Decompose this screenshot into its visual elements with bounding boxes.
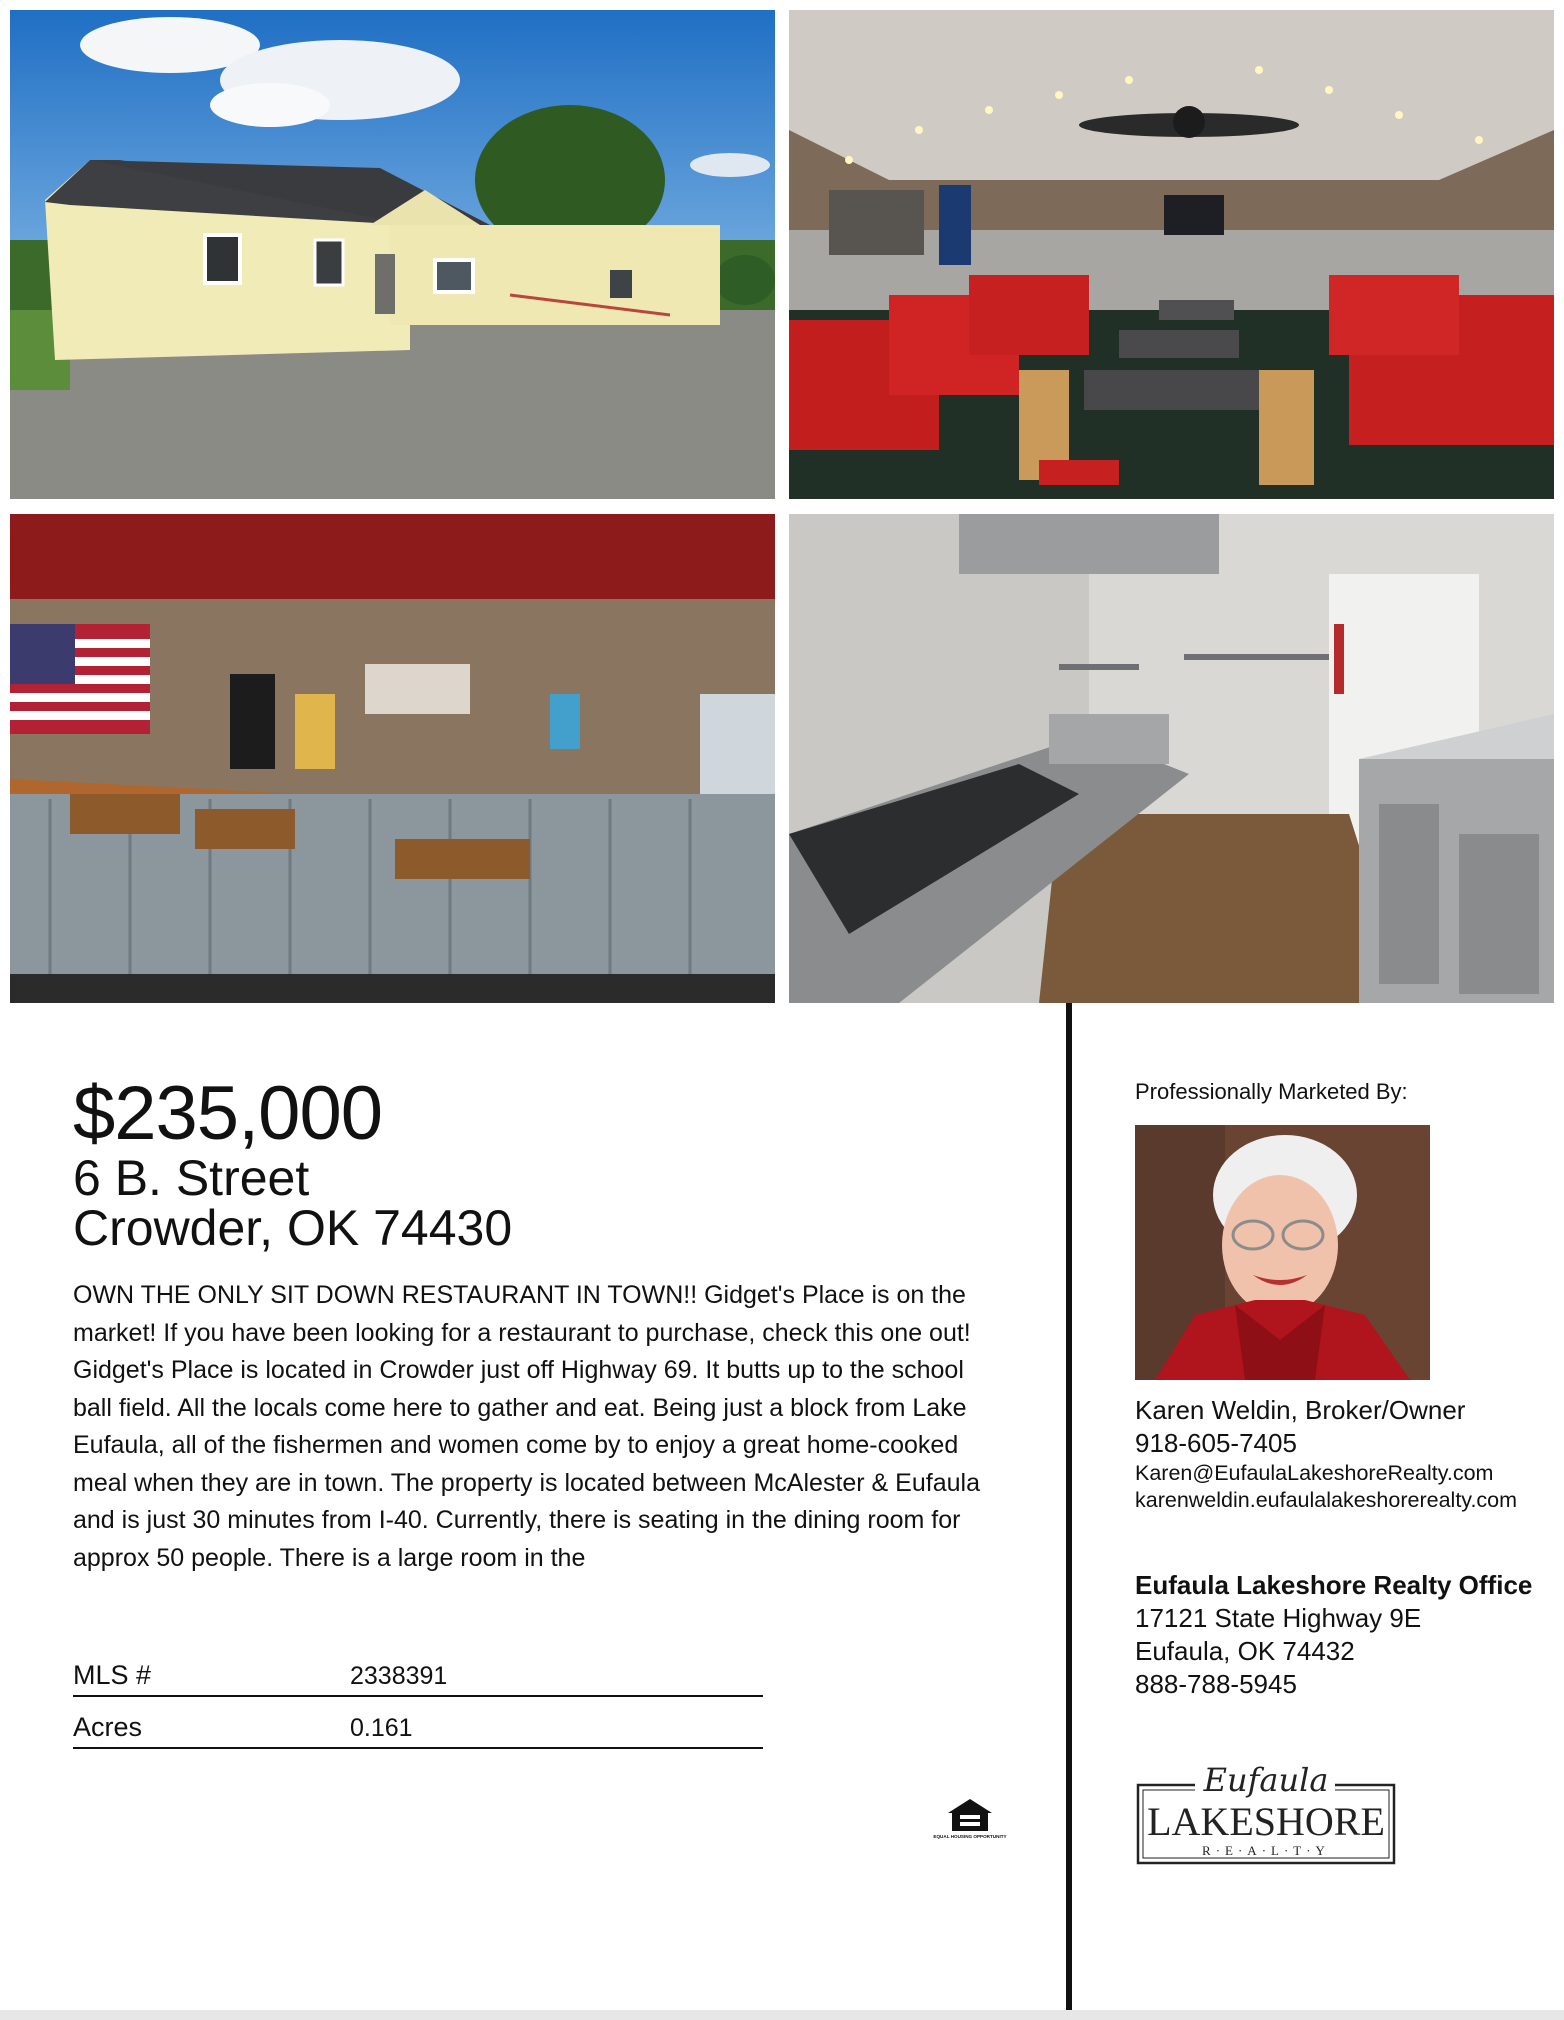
dining-room-photo (789, 10, 1554, 499)
office-contact (1135, 1569, 1535, 1701)
counter-bar-photo (10, 514, 775, 1003)
column-divider (1066, 1003, 1072, 2010)
agent-email[interactable]: Karen@EufaulaLakeshoreRealty.com (1135, 1461, 1494, 1485)
office-phone[interactable]: 888-788-5945 (1135, 1669, 1297, 1699)
listing-description: OWN THE ONLY SIT DOWN RESTAURANT IN TOWN!! Gidget's Place is on the market! If you have been looking for a restaurant to purchase, check this one out! Gidget's Place is located in Crowder just off Highway 69. It butts up to the school ball field. All the locals come here to gather and eat. Being just a block from Lake Eufaula, all of the fishermen and women come by to enjoy a great home-cooked meal when they are in town. The property is located between McAlester & Eufaula and is just 30 minutes from I-40. Currently, there is seating in the dining room for approx 50 people. There is a large room in the (73, 1281, 980, 1572)
office-city: Eufaula, OK 74432 (1135, 1636, 1355, 1666)
agent-headshot (1135, 1125, 1430, 1380)
office-name: Eufaula Lakeshore Realty Office (1135, 1570, 1533, 1600)
eufaula-lakeshore-realty-logo (1135, 1755, 1397, 1867)
fact-value: 0.161 (350, 1714, 413, 1742)
equal-housing-opportunity-icon (933, 1797, 1007, 1845)
office-street: 17121 State Highway 9E (1135, 1603, 1422, 1633)
marketed-by-label: Professionally Marketed By: (1135, 1079, 1408, 1104)
logo-main-text: LAKESHORE (1147, 1799, 1385, 1844)
fact-value: 2338391 (350, 1662, 448, 1690)
fact-row-acres (73, 1697, 763, 1749)
fact-row-mls (73, 1645, 763, 1697)
agent-phone[interactable]: 918-605-7405 (1135, 1428, 1297, 1458)
address-city: Crowder, OK 74430 (73, 1200, 513, 1256)
page-bottom-strip (0, 2010, 1564, 2020)
eho-caption: EQUAL HOUSING OPPORTUNITY (933, 1834, 1007, 1839)
agent-website[interactable]: karenweldin.eufaulalakeshorerealty.com (1135, 1488, 1518, 1512)
address-street: 6 B. Street (73, 1150, 310, 1206)
fact-label: Acres (73, 1712, 143, 1742)
agent-name: Karen Weldin, Broker/Owner (1135, 1395, 1466, 1425)
logo-script-text: Eufaula (1203, 1761, 1329, 1799)
agent-contact (1135, 1394, 1545, 1514)
listing-price: $235,000 (73, 1071, 382, 1156)
logo-sub-text: R·E·A·L·T·Y (1202, 1843, 1330, 1858)
kitchen-photo (789, 514, 1554, 1003)
restaurant-exterior-photo (10, 10, 775, 499)
facts-table (73, 1645, 763, 1749)
fact-label: MLS # (73, 1660, 152, 1690)
